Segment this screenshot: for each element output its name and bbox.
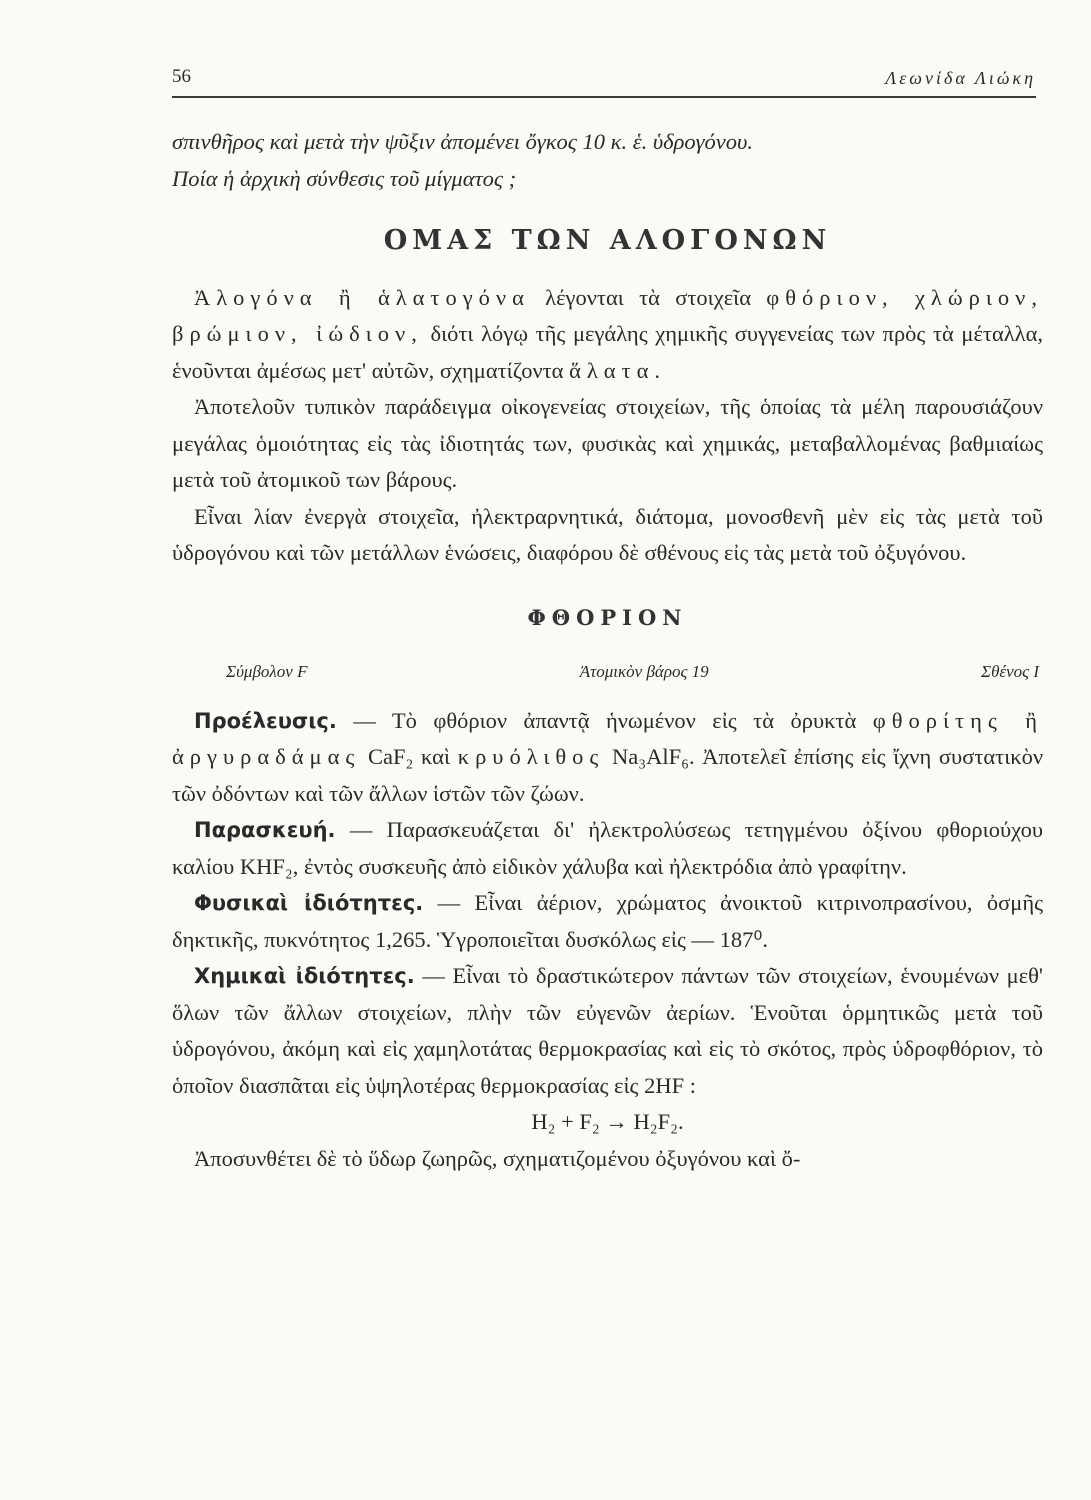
paragraph-physical <box>172 885 1043 958</box>
element-info-row <box>172 654 1043 691</box>
paragraph-text: Ἀποτελεῖ ἐπίσης εἰς ἴχνη συστατικὸν τῶν ὀδόντων καὶ τῶν ἄλλων ἱστῶν τῶν ζώων. <box>172 744 1044 806</box>
running-title: Λεωνίδα Λιώκη <box>885 68 1036 88</box>
subsection-title: ΦΘΟΡΙΟΝ <box>527 604 688 630</box>
keyword-chemical: Χημικαὶ ἰδιότητες. <box>194 964 415 988</box>
intro-line-1: σπινθῆρος καὶ μετὰ τὴν ψῦξιν ἀπομένει ὄγκος 10 κ. ἑ. ὑδρογόνου. <box>172 129 753 154</box>
page-header <box>172 62 1036 98</box>
spaced-term: κρυόλιθος <box>457 744 605 769</box>
spaced-term: Ἀλογόνα ἢ ἁλατογόνα <box>194 284 530 310</box>
chemical-equation: H₂ + F₂ → H₂F₂. <box>531 1109 684 1134</box>
paragraph-chemical <box>172 958 1043 1104</box>
paragraph-text: — Τὸ φθόριον ἀπαντᾷ ἡνωμένον εἰς τὰ ὀρυκτὰ <box>336 707 873 733</box>
spaced-term: φθόριον, χλώριον, βρώμιον, ἰώδιον, <box>172 284 1043 346</box>
paragraph-text: λέγονται τὰ στοιχεῖα <box>529 284 767 310</box>
atomic-weight-label: Ἀτομικὸν βάρος 19 <box>579 662 709 681</box>
paragraph-halogens-definition <box>172 280 1043 390</box>
keyword-origin: Προέλευσις. <box>194 708 337 733</box>
paragraph-preparation <box>172 812 1043 885</box>
paragraph-last-line: Ἀποσυνθέτει δὲ τὸ ὕδωρ ζωηρῶς, σχηματιζομένου ὀξυγόνου καὶ ὄ- <box>194 1145 801 1171</box>
symbol-label: Σύμβολον F <box>226 662 308 681</box>
paragraph-family: Ἀποτελοῦν τυπικὸν παράδειγμα οἰκογενείας στοιχείων, τῆς ὁποίας τὰ μέλη παρουσιάζουν μεγάλας ὁμοιότητας εἰς τὰς ἰδιοτητάς των, φυσικὰς καὶ χημικάς, μεταβαλλομένας βαθμιαίως μετὰ τοῦ ἀτομικοῦ των βάρους. <box>172 394 1043 492</box>
keyword-preparation: Παρασκευή. <box>194 818 336 842</box>
paragraph-origin <box>172 703 1043 813</box>
intro-line-2: Ποία ἡ ἀρχικὴ σύνθεσις τοῦ μίγματος ; <box>172 165 517 191</box>
paragraph-text: — Εἶναι ἀέριον, χρώματος ἀνοικτοῦ κιτρινοπρασίνου, ὀσμῆς δηκτικῆς, πυκνότητος 1,265. Ὑγροποιεῖται δυσκόλως εἰς — 187⁰. <box>172 890 1043 952</box>
paragraph-text: διότι λόγῳ τῆς μεγάλης χημικῆς συγγενείας των πρὸς τὰ μέταλλα, ἑνοῦνται ἀμέσως μετ' αὐτῶν, σχηματίζοντα <box>172 321 1043 383</box>
paragraph-properties: Εἶναι λίαν ἐνεργὰ στοιχεῖα, ἠλεκτραρνητικά, διάτομα, μονοσθενῆ μὲν εἰς τὰς μετὰ τοῦ ὑδρογόνου καὶ τῶν μετάλλων ἑνώσεις, διαφόρου δὲ σθένους εἰς τὰς μετὰ τοῦ ὀξυγόνου. <box>172 503 1043 565</box>
formula-text: CaF₂ καὶ <box>360 744 458 769</box>
spaced-term: ἅλατα. <box>569 357 667 383</box>
section-title: ΟΜΑΣ ΤΩΝ ΑΛΟΓΟΝΩΝ <box>383 225 832 256</box>
keyword-physical: Φυσικαὶ ἰδιότητες. <box>194 891 424 915</box>
page-body <box>172 124 1043 1177</box>
valence-label: Σθένος I <box>980 662 1039 681</box>
page-number: 56 <box>172 66 191 87</box>
paragraph-text: — Παρασκευάζεται δι' ἠλεκτρολύσεως τετηγμένου ὀξίνου φθοριούχου καλίου KHF₂, ἐντὸς συσκευῆς ἀπὸ εἰδικὸν χάλυβα καὶ ἠλεκτρόδια ἀπὸ γραφίτην. <box>172 817 1043 879</box>
paragraph-text: — Εἶναι τὸ δραστικώτερον πάντων τῶν στοιχείων, ἑνουμένων μεθ' ὅλων τῶν ἄλλων στοιχείων, πλὴν τῶν εὐγενῶν ἀερίων. Ἑνοῦται ὁρμητικῶς μετὰ τοῦ ὑδρογόνου, ἀκόμη καὶ εἰς χαμηλοτάτας θερμοκρασίας καὶ εἰς τὸ σκότος, πρὸς ὑδροφθόριον, τὸ ὁποῖον διασπᾶται εἰς ὑψηλοτέρας θερμοκρασίας εἰς 2HF : <box>172 963 1043 1098</box>
spaced-term: φθορίτης ἢ ἀργυραδάμας <box>172 707 1044 769</box>
formula-text: Na₃AlF₆. <box>604 744 695 769</box>
